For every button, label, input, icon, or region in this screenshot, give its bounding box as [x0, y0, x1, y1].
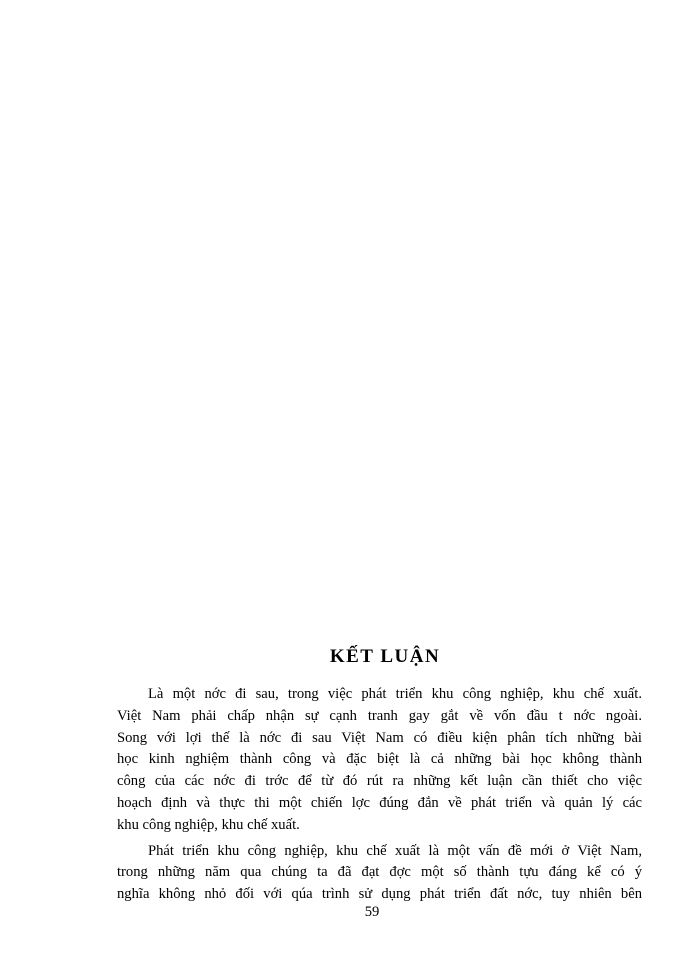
page-title: KẾT LUẬN	[329, 646, 441, 667]
paragraph-line: hoạch định và thực thi một chiến lợc đúng đắn về phát triển và quản lý các	[117, 794, 642, 811]
paragraph-2	[117, 841, 642, 906]
page-number: 59	[364, 904, 380, 920]
paragraph-line: học kinh nghiệm thành công và đặc biệt là cả những bài học không thành	[117, 751, 642, 768]
body-text	[117, 684, 642, 910]
paragraph-line: Phát triển khu công nghiệp, khu chế xuất là một vấn đề mới ở Việt Nam,	[148, 842, 642, 859]
paragraph-line: trong những năm qua chúng ta đã đạt đợc một số thành tựu đáng kể có ý	[117, 864, 642, 881]
paragraph-line: nghĩa không nhỏ đối với qúa trình sử dụng phát triển đất nớc, tuy nhiên bên	[117, 886, 642, 903]
paragraph-line: khu công nghiệp, khu chế xuất.	[117, 816, 300, 833]
paragraph-line: Việt Nam phải chấp nhận sự cạnh tranh gay gắt về vốn đầu t nớc ngoài.	[117, 707, 642, 724]
paragraph-line: Song với lợi thế là nớc đi sau Việt Nam có điều kiện phân tích những bài	[117, 729, 642, 746]
paragraph-line: công của các nớc đi trớc để từ đó rút ra những kết luận cần thiết cho việc	[117, 773, 642, 790]
paragraph-line: Là một nớc đi sau, trong việc phát triển khu công nghiệp, khu chế xuất.	[148, 686, 642, 702]
paragraph-1	[117, 684, 642, 837]
